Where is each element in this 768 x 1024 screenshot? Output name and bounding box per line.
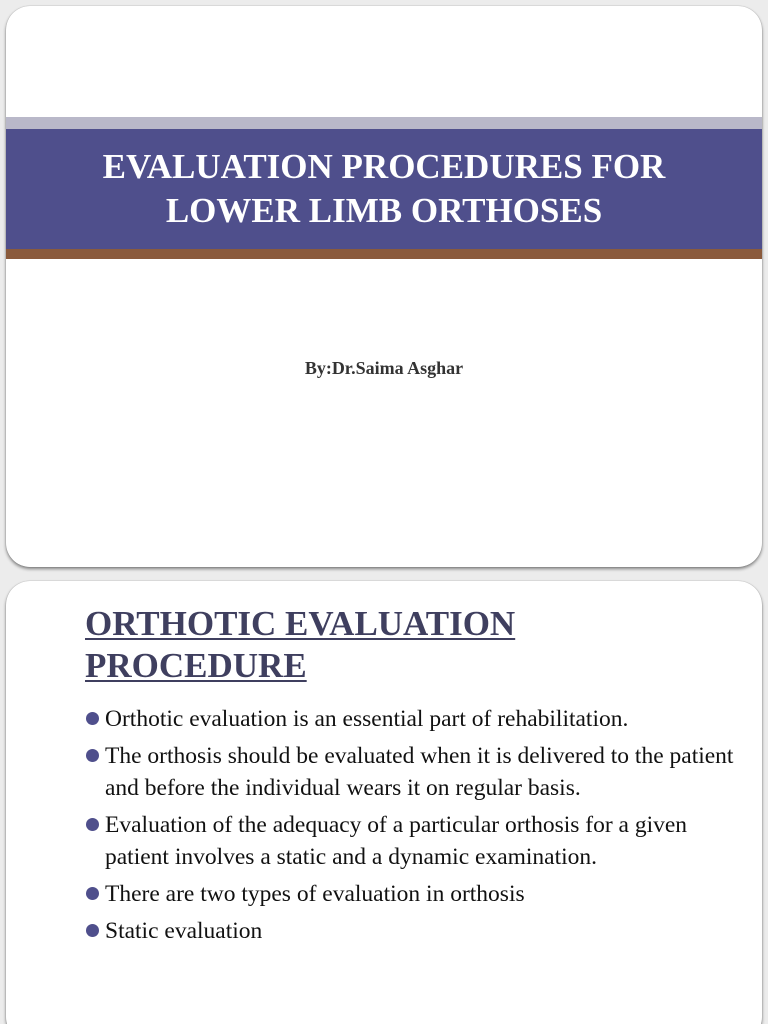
list-item-text: The orthosis should be evaluated when it is delivered to the patient and before the individual wears it on regular basis. bbox=[105, 743, 734, 801]
list-item bbox=[84, 740, 734, 804]
list-item-text: Orthotic evaluation is an essential part of rehabilitation. bbox=[105, 706, 629, 732]
list-item-text: Static evaluation bbox=[105, 918, 263, 944]
bullet-dot-icon bbox=[86, 924, 99, 937]
title-band bbox=[6, 129, 762, 249]
list-item bbox=[84, 809, 734, 873]
list-item bbox=[84, 915, 734, 947]
title-band-bottom-stripe bbox=[6, 249, 762, 259]
bullet-list bbox=[84, 703, 734, 952]
list-item bbox=[84, 878, 734, 910]
list-item bbox=[84, 703, 734, 735]
list-item-text: Evaluation of the adequacy of a particular orthosis for a given patient involves a static and a dynamic examination. bbox=[105, 812, 688, 870]
title-band-top-stripe bbox=[6, 117, 762, 129]
slide-heading: ORTHOTIC EVALUATION PROCEDURE bbox=[85, 604, 516, 685]
title-slide bbox=[6, 6, 762, 567]
bullet-dot-icon bbox=[86, 712, 99, 725]
bullet-dot-icon bbox=[86, 749, 99, 762]
list-item-text: There are two types of evaluation in orthosis bbox=[105, 881, 525, 907]
content-slide bbox=[6, 581, 762, 1024]
author-line: By:Dr.Saima Asghar bbox=[304, 358, 464, 378]
slide-title: EVALUATION PROCEDURES FOR LOWER LIMB ORTHOSES bbox=[102, 147, 666, 230]
bullet-dot-icon bbox=[86, 887, 99, 900]
bullet-dot-icon bbox=[86, 818, 99, 831]
